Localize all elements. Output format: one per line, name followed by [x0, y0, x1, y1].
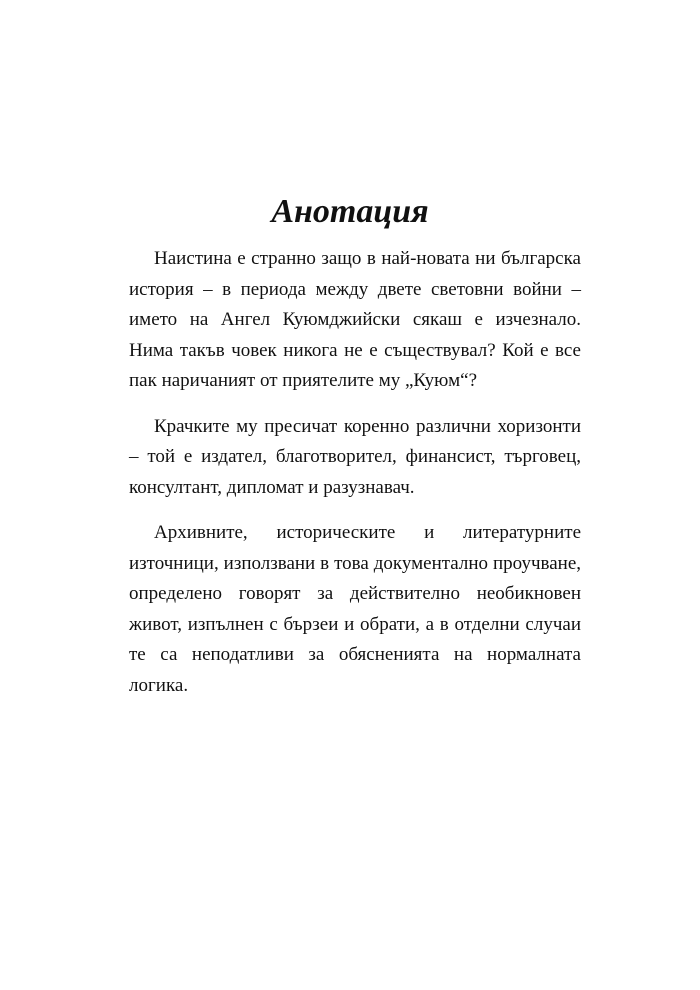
- page-title: Анотация: [271, 193, 429, 230]
- annotation-body: [129, 244, 581, 716]
- paragraph-2: Крачките му пресичат коренно различни хоризонти – той е издател, благотворител, финансист, търговец, консултант, дипломат и разузнавач.: [129, 415, 581, 498]
- paragraph-3: Архивните, историческите и литературните източници, използвани в това документално проучване, определено говорят за действително необикновен живот, изпълнен с бързеи и обрати, а в отделни случаи те са неподатливи за обясненията на нормалната логика.: [129, 522, 581, 696]
- paragraph-1: Наистина е странно защо в най-новата ни българска история – в периода между двете световни войни – името на Ангел Куюмджийски сякаш е изчезнало. Нима такъв човек никога не е съществувал? Кой е все пак наричаният от приятелите му „Куюм“?: [129, 248, 581, 391]
